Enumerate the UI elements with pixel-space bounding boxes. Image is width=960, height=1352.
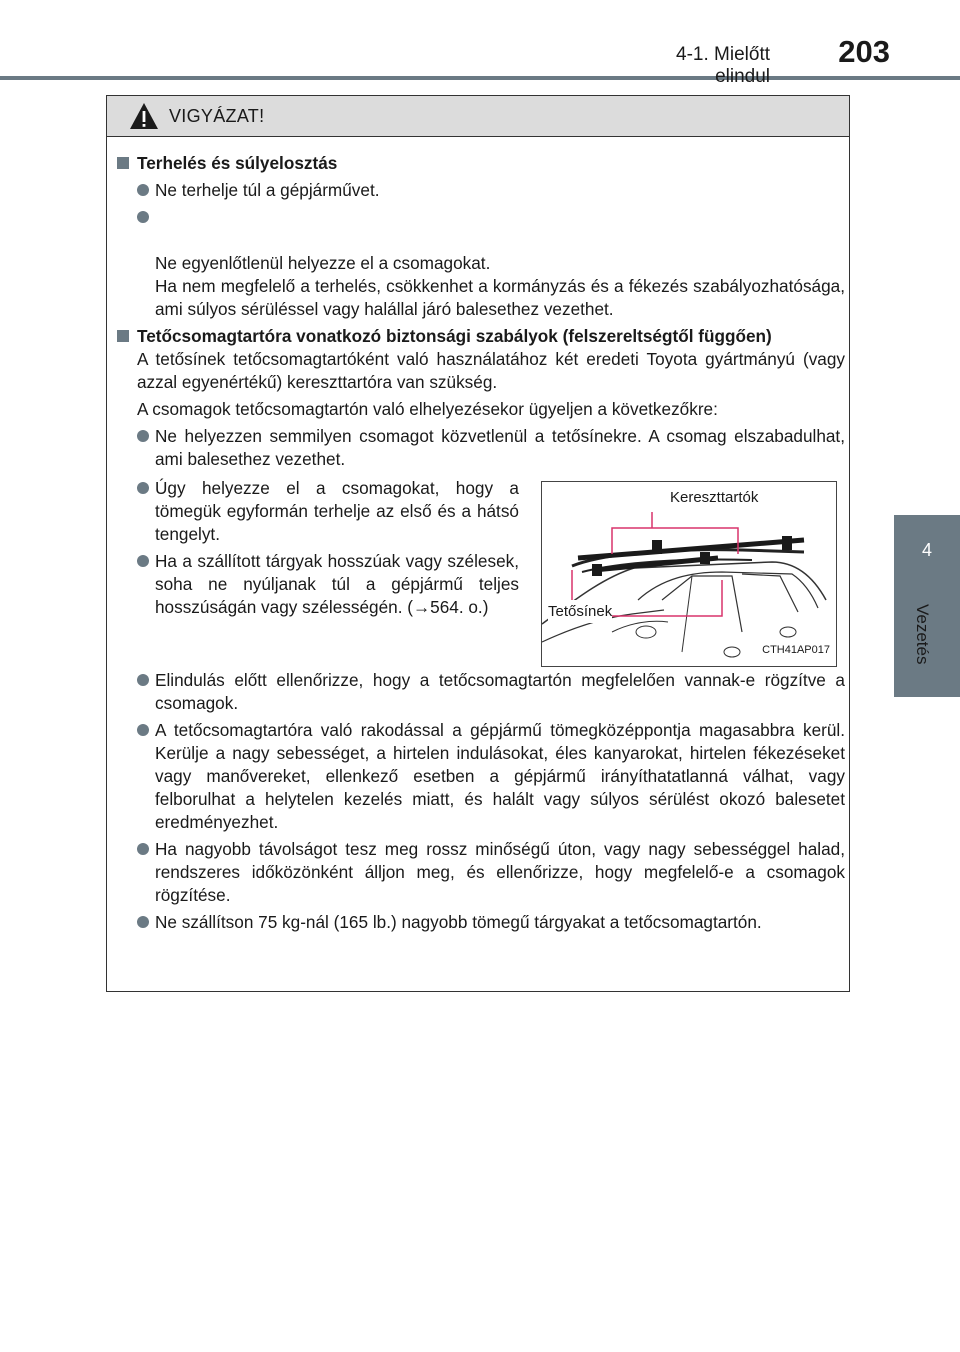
circle-bullet-icon	[137, 211, 149, 223]
section-heading	[117, 325, 845, 348]
figure-side-text	[117, 477, 519, 623]
heading-text: Terhelés és súlyelosztás	[137, 153, 338, 173]
list-item-text: Ne szállítson 75 kg-nál (165 lb.) nagyobb tömegű tárgyakat a tetőcsomagtartón.	[155, 912, 762, 932]
list-item	[117, 425, 845, 471]
circle-bullet-icon	[137, 843, 149, 855]
circle-bullet-icon	[137, 184, 149, 196]
list-item	[117, 838, 845, 907]
crossbars-label: Kereszttartók	[670, 489, 759, 506]
list-item-text: Ne helyezzen semmilyen csomagot közvetlenül a tetősínekre. A csomag elszabadulhat, ami balesethez vezethet.	[155, 426, 845, 469]
figure-row	[117, 477, 845, 669]
circle-bullet-icon	[137, 916, 149, 928]
warning-triangle-icon	[129, 102, 159, 130]
list-item-text: Ha a szállított tárgyak hosszúak vagy szélesek, soha ne nyúljanak túl a gépjármű teljes hosszúságán vagy szélességén. (→564. o.)	[155, 551, 519, 617]
car-roof-drawing	[542, 482, 835, 665]
circle-bullet-icon	[137, 430, 149, 442]
paragraph: A csomagok tetőcsomagtartón való elhelyezésekor ügyeljen a következőkre:	[137, 399, 718, 419]
list-item	[117, 719, 845, 834]
chapter-label: Vezetés	[913, 604, 932, 665]
heading-text: Tetőcsomagtartóra vonatkozó biztonsági szabályok (felszereltségtől függően)	[137, 326, 772, 346]
warning-content	[117, 152, 845, 938]
figure-code: CTH41AP017	[762, 644, 830, 656]
list-item	[117, 179, 845, 202]
list-item	[117, 669, 845, 715]
list-item	[117, 477, 519, 546]
circle-bullet-icon	[137, 555, 149, 567]
circle-bullet-icon	[137, 482, 149, 494]
roof-rails-label: Tetősínek	[548, 600, 612, 623]
list-item	[117, 911, 845, 934]
list-item-text: Úgy helyezze el a csomagokat, hogy a tömegük egyformán terhelje az első és a hátsó tengelyt.	[155, 478, 519, 544]
warning-title: VIGYÁZAT!	[169, 105, 265, 126]
list-item-text: A tetőcsomagtartóra való rakodással a gépjármű tömegközéppontja magasabbra kerül. Kerülje a nagy sebességet, a hirtelen indulásokat, éles kanyarokat, hirtelen fékezéseket vagy manővereket, ellenkező esetben a gépjármű irányíthatatlanná válhat, vagy felborulhat a helytelen kezelés miatt, és halált vagy súlyos sérülést okozó balesetet eredményezhet.	[155, 720, 845, 832]
list-item-text: Ne egyenlőtlenül helyezze el a csomagokat. Ha nem megfelelő a terhelés, csökkenhet a kormányzás és a fékezés szabályozhatósága, ami súlyos sérüléssel vagy halállal járó balesethez vezethet.	[155, 253, 845, 319]
list-item	[117, 550, 519, 619]
circle-bullet-icon	[137, 674, 149, 686]
roof-rack-illustration	[541, 481, 837, 667]
warning-header	[107, 96, 849, 137]
page-number: 203	[838, 34, 890, 69]
square-bullet-icon	[117, 157, 129, 169]
square-bullet-icon	[117, 330, 129, 342]
header-rule	[0, 76, 960, 80]
chapter-number: 4	[921, 540, 932, 560]
warning-box	[106, 95, 850, 992]
list-item-text: Elindulás előtt ellenőrizze, hogy a tetőcsomagtartón megfelelően vannak-e rögzítve a csomagok.	[155, 670, 845, 713]
list-item-text: Ne terhelje túl a gépjárművet.	[155, 180, 380, 200]
paragraph: A tetősínek tetőcsomagtartóként való használatához két eredeti Toyota gyártmányú (vagy azzal egyenértékű) kereszttartóra van szükség.	[137, 349, 845, 392]
section-title: 4-1. Mielőtt elindul	[676, 44, 770, 87]
section-heading	[117, 152, 845, 175]
list-item	[117, 206, 845, 321]
list-item-text: Ha nagyobb távolságot tesz meg rossz minőségű úton, vagy nagy sebességgel halad, rendszeres időközönként álljon meg, és ellenőrizze, hogy megfelelő-e a csomagok rögzítése.	[155, 839, 845, 905]
circle-bullet-icon	[137, 724, 149, 736]
